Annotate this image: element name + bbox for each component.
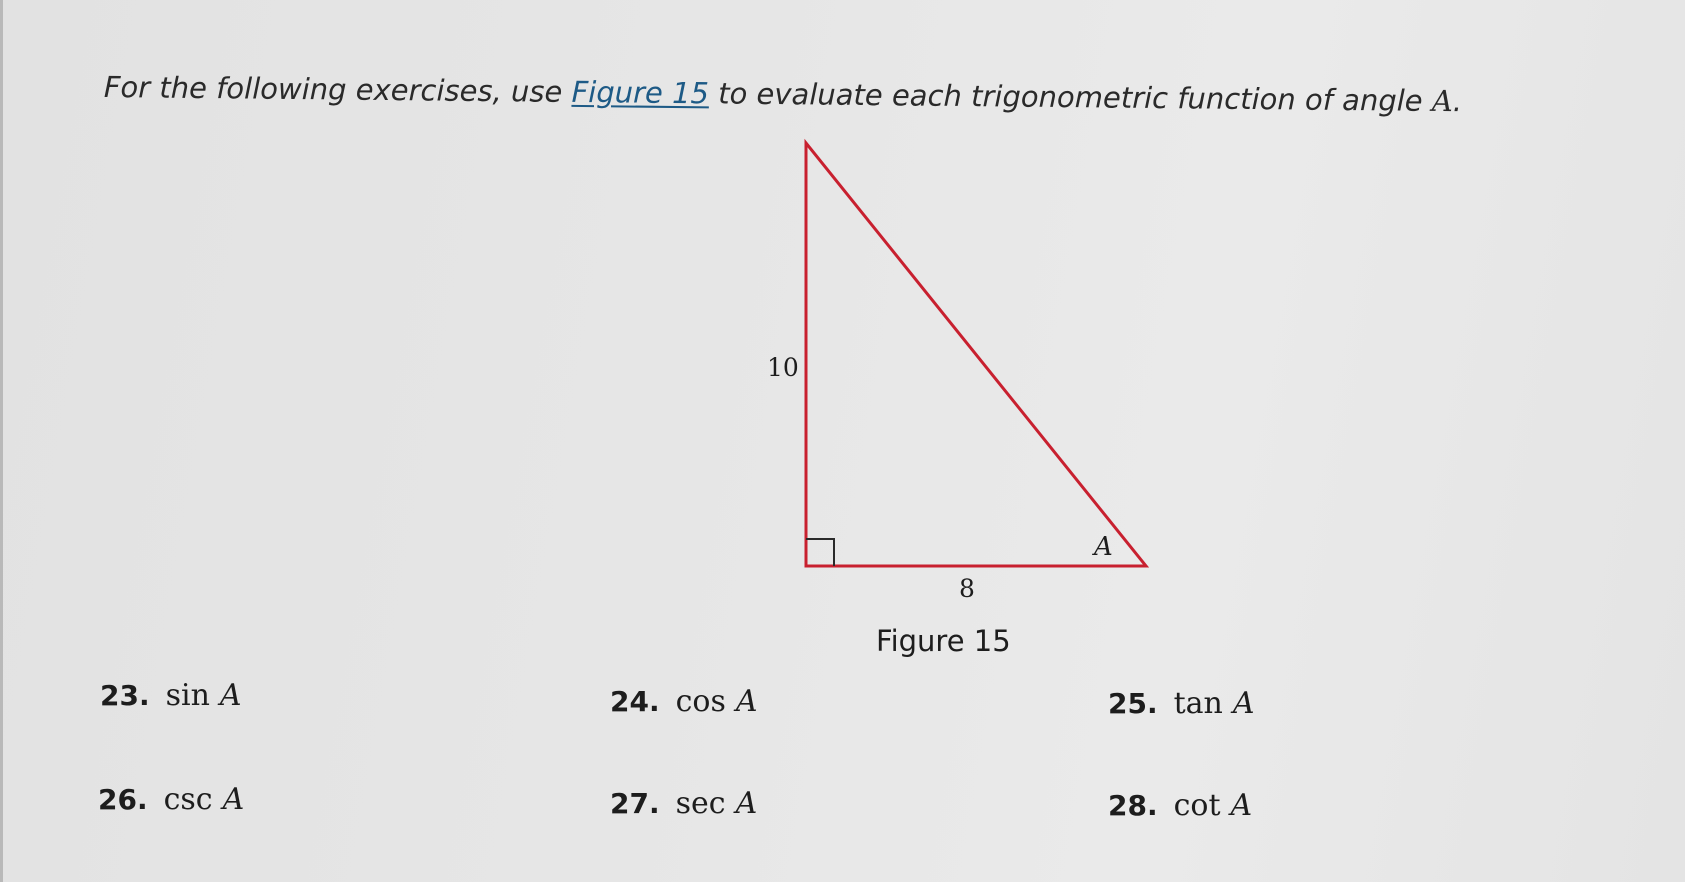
exercise-argument: A [735, 684, 758, 719]
exercise-argument: A [222, 782, 245, 817]
side-label-horizontal: 8 [959, 574, 975, 603]
instruction-variable: A [1431, 83, 1453, 119]
exercise-argument: A [1232, 686, 1255, 721]
exercise-number: 24. [610, 685, 660, 718]
instruction-after: to evaluate each trigonometric function of angle [708, 76, 1433, 118]
exercise-argument: A [1230, 788, 1253, 823]
figure-link[interactable]: Figure 15 [571, 74, 710, 111]
exercise-function: sec [675, 786, 726, 821]
angle-label: A [1094, 532, 1113, 562]
exercise-27 [610, 786, 757, 821]
exercise-function: csc [163, 782, 213, 817]
exercise-function: sin [165, 678, 210, 713]
exercise-number: 28. [1108, 789, 1158, 822]
exercise-function: cos [675, 684, 726, 719]
right-triangle [806, 143, 1146, 566]
instruction-before: For the following exercises, use [103, 70, 572, 109]
instruction-end: . [1452, 84, 1463, 119]
right-angle-marker [806, 539, 834, 566]
exercise-number: 23. [100, 679, 150, 712]
exercise-28 [1108, 788, 1252, 823]
figure-caption: Figure 15 [876, 624, 1011, 658]
exercise-argument: A [219, 678, 242, 713]
exercise-25 [1108, 686, 1255, 721]
side-label-vertical: 10 [767, 353, 799, 382]
exercise-number: 27. [610, 787, 660, 820]
exercise-function: tan [1173, 686, 1223, 721]
exercise-argument: A [735, 786, 758, 821]
exercise-number: 26. [98, 783, 148, 816]
exercise-23 [100, 678, 242, 713]
exercise-function: cot [1173, 788, 1221, 823]
exercise-26 [98, 782, 244, 817]
exercise-24 [610, 684, 758, 719]
exercise-number: 25. [1108, 687, 1158, 720]
